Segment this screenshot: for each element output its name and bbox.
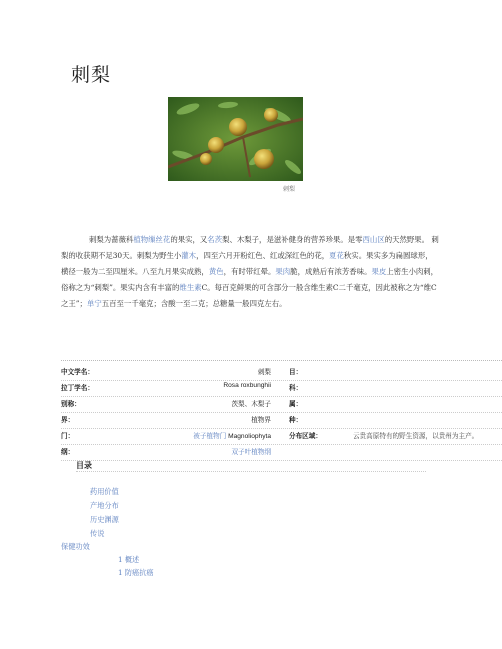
section-divider <box>61 360 502 361</box>
info-row <box>61 446 502 461</box>
toc-item[interactable]: 1 概述 <box>118 555 140 564</box>
distribution-value: 云贵高原特有的野生资源，以贵州为主产。 <box>353 432 479 440</box>
toc-item[interactable]: 历史渊源 <box>90 515 119 524</box>
toc-item[interactable]: 传说 <box>90 529 105 538</box>
cili-fruit-image <box>168 97 303 181</box>
info-key-right: 种： <box>289 416 303 424</box>
paragraph-text: C。每百克鲜果的可含部分一般含维生素C二千毫克，因此被称之为“维C之王”； <box>61 283 437 308</box>
paragraph-link[interactable]: 植物缫丝花 <box>133 235 171 244</box>
info-key: 界： <box>61 416 75 424</box>
info-key-right: 属： <box>289 400 303 408</box>
info-value: 茨梨、木梨子 <box>231 400 271 408</box>
phylum-latin: Magnoliophyta <box>226 433 271 440</box>
paragraph-text: 的果实，又 <box>170 235 208 244</box>
info-value: Rosa roxbunghii <box>223 382 271 389</box>
paragraph-link[interactable]: 名茨 <box>207 235 223 244</box>
paragraph-link[interactable]: 黄色 <box>208 267 224 276</box>
info-row <box>61 398 502 413</box>
info-row <box>61 366 502 381</box>
paragraph-link[interactable]: 单宁 <box>86 299 102 308</box>
paragraph-text: 的天然野果。 刺梨的收获期不足30天。刺梨为野生小 <box>61 235 439 260</box>
paragraph-link[interactable]: 果皮 <box>371 267 387 276</box>
paragraph-link[interactable]: 西山区 <box>362 235 385 244</box>
toc-item[interactable]: 产地分布 <box>90 501 119 510</box>
info-key: 纲： <box>61 448 75 456</box>
intro-paragraph <box>61 232 439 312</box>
info-row <box>61 382 502 397</box>
toc-item[interactable]: 药用价值 <box>90 487 119 496</box>
paragraph-link[interactable]: 灌木 <box>181 251 197 260</box>
toc-item[interactable]: 1 防癌抗癌 <box>118 568 154 577</box>
info-key: 拉丁学名： <box>61 384 94 392</box>
paragraph-link[interactable]: 夏花 <box>329 251 344 260</box>
info-row <box>61 414 502 429</box>
info-value <box>193 430 271 440</box>
paragraph-text: 上密生小肉刺，俗称之为“刺梨”。果实内含有丰富的 <box>61 267 439 292</box>
page-title: 刺梨 <box>71 64 112 86</box>
info-value <box>231 446 271 456</box>
info-value: 植物界 <box>251 416 271 424</box>
paragraph-link[interactable]: 果肉 <box>275 267 291 276</box>
info-key: 别称： <box>61 400 81 408</box>
paragraph-text: 脆，成熟后有浓芳香味。 <box>290 267 372 276</box>
paragraph-link[interactable]: 维生素 <box>179 283 202 292</box>
info-key: 门： <box>61 432 75 440</box>
paragraph-text: 秋实。果实多为扁圆球形，横径一般为二至四厘米。八至九月果实成熟， <box>61 251 433 276</box>
paragraph-text: 梨、木梨子，是滋补健身的营养珍果。是零 <box>222 235 363 244</box>
info-key-right: 科： <box>289 384 303 392</box>
info-key: 中文学名： <box>61 368 94 376</box>
paragraph-text: 五百至一千毫克；含酸一至二克；总糖量一般四克左右。 <box>101 299 287 308</box>
paragraph-text: ，有时带红晕。 <box>223 267 276 276</box>
info-key-right: 分布区域： <box>289 432 322 440</box>
image-caption: 刺梨 <box>283 186 296 193</box>
class-link[interactable]: 双子叶植物纲 <box>231 448 271 456</box>
info-value: 刺梨 <box>257 368 271 376</box>
phylum-link[interactable]: 被子植物门 <box>193 432 227 440</box>
info-row <box>61 430 502 445</box>
toc-item[interactable]: 保健功效 <box>61 542 90 551</box>
toc-divider <box>76 471 426 472</box>
paragraph-text: 刺梨为蔷薇科 <box>89 235 134 244</box>
info-key-right: 目： <box>289 368 303 376</box>
fruit-photo <box>168 97 303 181</box>
paragraph-text: ，四至六月开粉红色、红或深红色的花， <box>196 251 330 260</box>
toc-heading: 目录 <box>76 460 92 470</box>
